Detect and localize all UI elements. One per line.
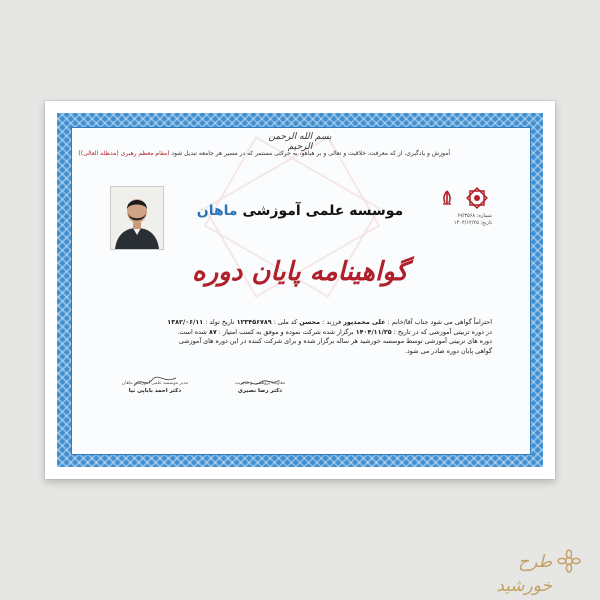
- brand-text: طرح خورشید: [496, 552, 552, 596]
- course-date: ۱۴۰۴/۱۱/۲۵: [355, 327, 392, 336]
- national-emblem-icon: [437, 188, 457, 208]
- student-photo: [110, 186, 164, 250]
- signature-name: دکتر رضا نصیری: [237, 388, 283, 394]
- number-label: شماره:: [476, 213, 492, 219]
- birth-date-label: تاریخ تولد :: [205, 318, 235, 326]
- signature-scrawl-icon: [235, 374, 285, 390]
- bismillah-calligraphy: بسم الله الرحمن الرحیم: [268, 132, 332, 152]
- body-line-2: [108, 328, 492, 338]
- institute-prefix: موسسه علمی آموزشی: [242, 203, 404, 219]
- signature-role: مدیر موسسه علمی آموزشی ماهان: [121, 381, 189, 386]
- birth-date: ۱۳۸۲/۰۶/۱۱: [167, 318, 204, 326]
- intro-text: احتراماً گواهی می شود جناب آقا/خانم :: [387, 318, 492, 326]
- signature-name: دکتر احمد باباپی نیا: [128, 388, 182, 394]
- national-code: ۱۲۳۴۵۶۷۸۹: [236, 318, 272, 326]
- ministry-emblem-icon: [467, 188, 487, 208]
- score-suffix: شده است.: [177, 327, 207, 336]
- course-text: در دوره تربیتی آموزشی که در تاریخ :: [393, 327, 492, 336]
- certificate-date: [430, 220, 492, 227]
- father-name: محسن: [299, 318, 321, 326]
- body-line-4: گواهی پایان دوره صادر می شود.: [404, 346, 492, 355]
- dedication-text: آموزش و یادگیری، از که معرفت، خلاقیت و تعالی و بر هیاهو، به حرکتی مستمر که در مسیر هر جامعه تبدیل شود: [171, 150, 450, 157]
- recipient-name: علی محمدپور: [343, 318, 386, 326]
- dedication-author: (مقام معظم رهبری (مدظله العالی)): [78, 150, 170, 157]
- signature-deputy: [215, 380, 305, 406]
- signature-director: [110, 380, 200, 406]
- institute-name: [180, 203, 420, 225]
- child-of-label: فرزند :: [322, 318, 342, 326]
- dedication-line: [78, 150, 450, 162]
- certificate-meta: [430, 213, 492, 233]
- certificate-body: [108, 318, 492, 370]
- score-value: ۸۷: [208, 327, 217, 336]
- institute-brand: ماهان: [196, 203, 238, 219]
- body-line-1: [108, 318, 492, 328]
- national-code-label: کد ملی :: [273, 318, 298, 326]
- date-label: تاریخ:: [480, 220, 492, 226]
- certificate-title: گواهینامه پایان دوره: [191, 257, 409, 287]
- signature-scrawl-icon: [130, 374, 180, 390]
- certificate-number: [430, 213, 492, 220]
- signature-role: معاونت پژوهشی و مدیریت: [234, 381, 286, 386]
- date-value: ۱۴۰۴/۱۲/۲۵: [453, 220, 479, 226]
- sun-flower-logo-icon: [556, 548, 582, 574]
- official-logos: [437, 188, 489, 208]
- score-text: برگزار شده شرکت نموده و موفق به کسب امتیاز :: [218, 327, 354, 336]
- body-line-3: دوره های تربیتی آموزشی توسط موسسه خورشید هر ساله برگزار شده و برای شرکت کننده در این دوره های آموزشی: [178, 337, 492, 345]
- brand-watermark: [460, 548, 584, 596]
- signatures: [110, 380, 310, 406]
- number-value: ۶۷/۳۵۶۸: [457, 213, 476, 219]
